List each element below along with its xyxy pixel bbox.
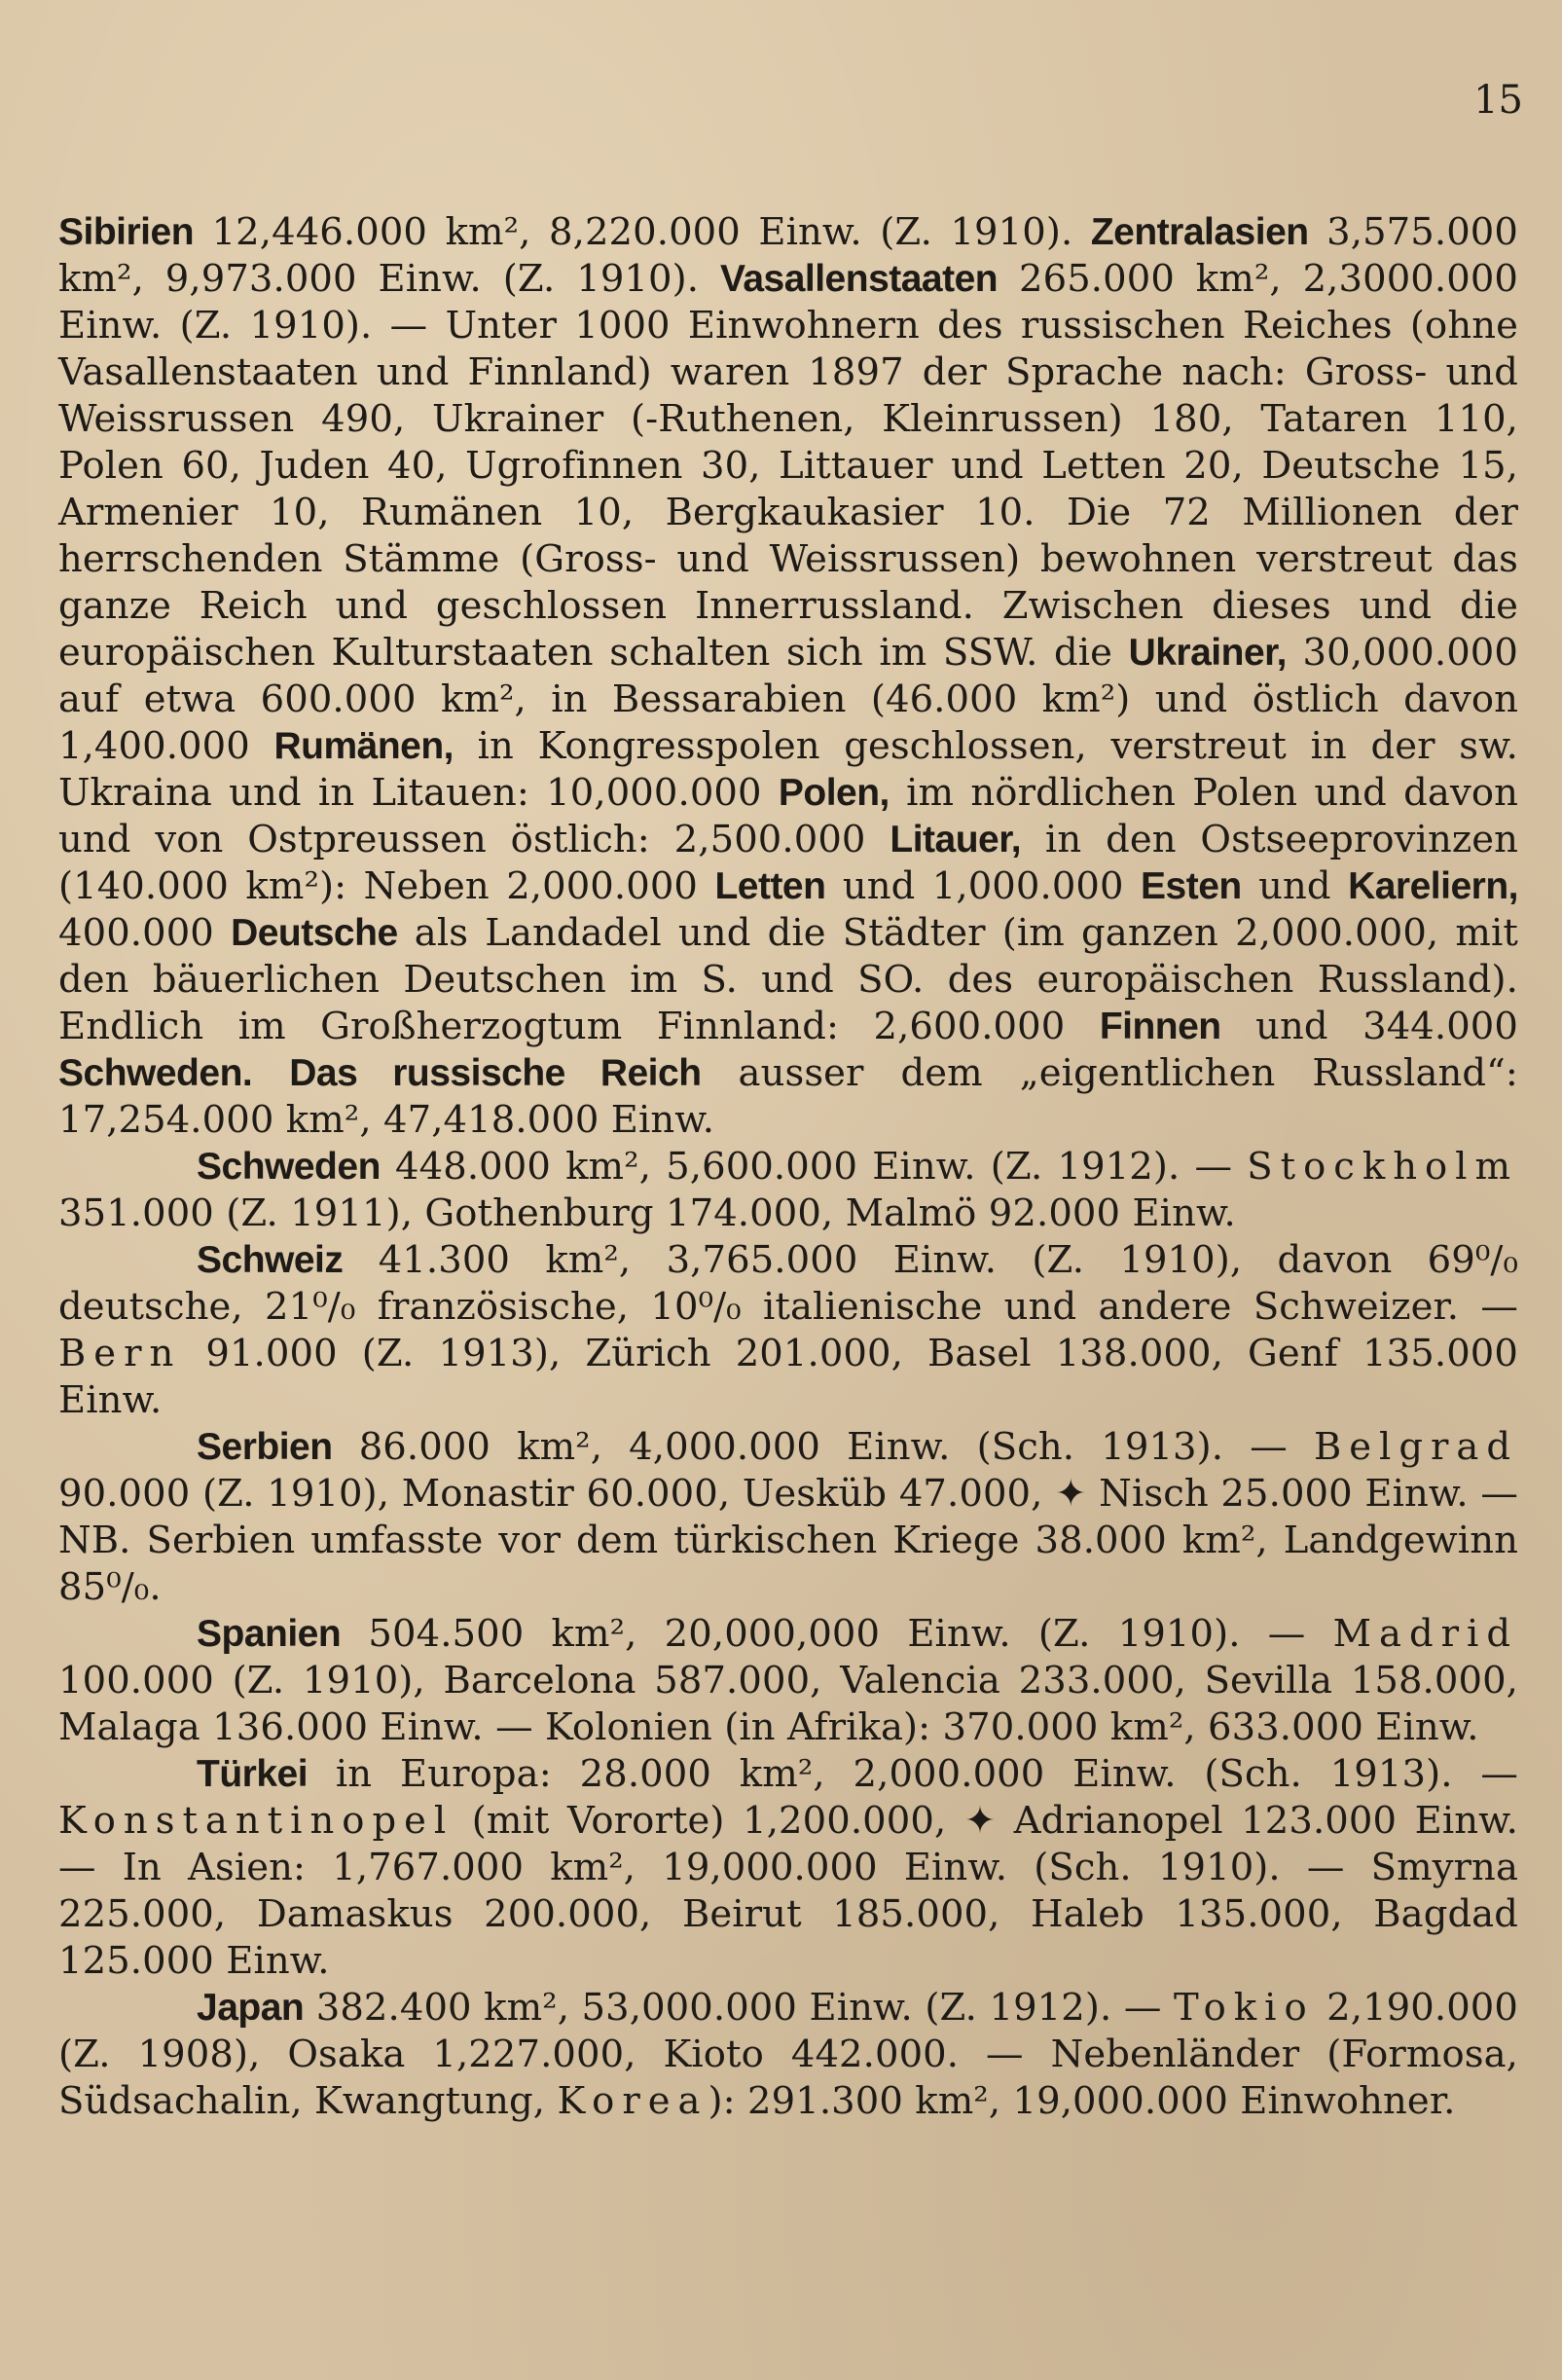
paragraph xyxy=(58,1424,1518,1611)
text-segment: 2,190.000 (Z. 1908), Osaka 1,227.000, Kioto 442.000. — Nebenländer (Formosa, Südsachalin, Kwangtung, xyxy=(58,1986,1518,2123)
text-segment: im nördlichen Polen und davon und von Ostpreussen östlich: 2,500.000 xyxy=(58,771,1518,861)
text-segment: und 344.000 xyxy=(1220,1005,1519,1048)
bold-term: Sibirien xyxy=(58,211,195,253)
text-segment: in Europa: 28.000 km², 2,000.000 Einw. (Sch. 1913). — xyxy=(308,1752,1518,1796)
text-segment: ausser dem „eigentlichen Russland“: 17,254.000 km², 47,418.000 Einw. xyxy=(58,1051,1518,1142)
spaced-place-name: Madrid xyxy=(1332,1612,1518,1656)
text-segment: 400.000 xyxy=(58,911,232,955)
bold-term: Letten xyxy=(714,865,826,907)
bold-term: Schweiz xyxy=(197,1239,344,1281)
text-segment: 504.500 km², 20,000,000 Einw. (Z. 1910). — xyxy=(341,1612,1333,1656)
bold-term: Polen, xyxy=(778,772,890,814)
text-segment: ): 291.300 km², 19,000.000 Einwohner. xyxy=(708,2079,1456,2123)
bold-term: Zentralasien xyxy=(1090,211,1309,253)
bold-term: Kareliern, xyxy=(1348,865,1518,907)
text-segment: 100.000 (Z. 1910), Barcelona 587.000, Valencia 233.000, Sevilla 158.000, Malaga 136.000 Einw. — Kolonien (in Afrika): 370.000 km², 633.000 Einw. xyxy=(58,1659,1518,1749)
spaced-place-name: Korea xyxy=(557,2079,708,2123)
paragraph xyxy=(58,1144,1518,1237)
paragraph xyxy=(58,1751,1518,1985)
text-segment: in den Ostseeprovinzen (140.000 km²): Neben 2,000.000 xyxy=(58,818,1519,908)
text-segment: in Kongresspolen geschlossen, verstreut in der sw. Ukraina und in Litauen: 10,000.000 xyxy=(58,724,1518,815)
spaced-place-name: Konstantinopel xyxy=(58,1799,454,1843)
text-segment: 448.000 km², 5,600.000 Einw. (Z. 1912). — xyxy=(380,1145,1248,1189)
bold-term: Ukrainer, xyxy=(1128,632,1288,674)
spaced-place-name: Stockholm xyxy=(1247,1145,1518,1189)
text-segment: und 1,000.000 xyxy=(825,864,1142,908)
bold-term: Rumänen, xyxy=(273,725,454,767)
text-segment: als Landadel und die Städter (im ganzen 2,000.000, mit den bäuerlichen Deutschen im S. und SO. des europäischen Russland). Endlich im Großherzogtum Finnland: 2,600.000 xyxy=(58,911,1518,1048)
text-segment: 351.000 (Z. 1911), Gothenburg 174.000, Malmö 92.000 Einw. xyxy=(58,1191,1236,1235)
body-text xyxy=(58,209,1518,2125)
bold-term: Esten xyxy=(1141,865,1242,907)
text-segment: 3,575.000 km², 9,973.000 Einw. (Z. 1910). xyxy=(58,210,1518,301)
paragraph xyxy=(58,1611,1518,1751)
text-segment: 265.000 km², 2,3000.000 Einw. (Z. 1910). — Unter 1000 Einwohnern des russischen Reiches (ohne Vasallenstaaten und Finnland) waren 1897 der Sprache nach: Gross- und Weissrussen 490, Ukrainer (-Ruthenen, Kleinrussen) 180, Tataren 110, Polen 60, Juden 40, Ugrofinnen 30, Littauer und Letten 20, Deutsche 15, Armenier 10, Rumänen 10, Bergkaukasier 10. Die 72 Millionen der herrschenden Stämme (Gross- und Weissrussen) bewohnen verstreut das ganze Reich und geschlossen Innerrussland. Zwischen dieses und die europäischen Kulturstaaten schalten sich im SSW. die xyxy=(58,257,1519,675)
text-segment: (mit Vororte) 1,200.000, ✦ Adrianopel 123.000 Einw. — In Asien: 1,767.000 km², 19,000.000 Einw. (Sch. 1910). — Smyrna 225.000, Damaskus 200.000, Beirut 185.000, Haleb 135.000, Bagdad 125.000 Einw. xyxy=(58,1799,1518,1983)
spaced-place-name: Belgrad xyxy=(1313,1425,1518,1469)
text-segment xyxy=(252,1051,289,1095)
bold-term: Schweden xyxy=(197,1146,381,1188)
text-segment: 41.300 km², 3,765.000 Einw. (Z. 1910), davon 69⁰/₀ deutsche, 21⁰/₀ französische, 10⁰/₀ italienische und andere Schweizer. — xyxy=(58,1238,1518,1329)
bold-term: Finnen xyxy=(1099,1006,1221,1047)
text-segment: und xyxy=(1241,864,1349,908)
paragraph xyxy=(58,209,1518,1144)
bold-term: Türkei xyxy=(197,1753,309,1795)
bold-term: Spanien xyxy=(197,1613,342,1655)
spaced-place-name: Bern xyxy=(58,1332,182,1375)
text-segment: 90.000 (Z. 1910), Monastir 60.000, Uesküb 47.000, ✦ Nisch 25.000 Einw. — NB. Serbien umfasste vor dem türkischen Kriege 38.000 km², Landgewinn 85⁰/₀. xyxy=(58,1472,1518,1609)
bold-term: Vasallenstaaten xyxy=(719,258,999,300)
page-number: 15 xyxy=(1473,78,1523,123)
paragraph xyxy=(58,1237,1518,1424)
bold-term: Deutsche xyxy=(231,912,398,954)
bold-term: Serbien xyxy=(197,1426,333,1468)
text-segment: 12,446.000 km², 8,220.000 Einw. (Z. 1910). xyxy=(194,210,1091,254)
bold-term: Japan xyxy=(197,1987,305,2029)
text-segment: 86.000 km², 4,000.000 Einw. (Sch. 1913). — xyxy=(332,1425,1314,1469)
bold-term: Das russische Reich xyxy=(289,1052,702,1094)
text-segment: 382.400 km², 53,000.000 Einw. (Z. 1912). — xyxy=(304,1986,1174,2030)
text-segment: 30,000.000 auf etwa 600.000 km², in Bessarabien (46.000 km²) und östlich davon 1,400.000 xyxy=(58,631,1518,768)
bold-term: Litauer, xyxy=(890,819,1022,860)
bold-term: Schweden. xyxy=(58,1052,253,1094)
text-segment: 91.000 (Z. 1913), Zürich 201.000, Basel 138.000, Genf 135.000 Einw. xyxy=(58,1332,1518,1422)
paragraph xyxy=(58,1985,1518,2125)
spaced-place-name: Tokio xyxy=(1173,1986,1315,2030)
